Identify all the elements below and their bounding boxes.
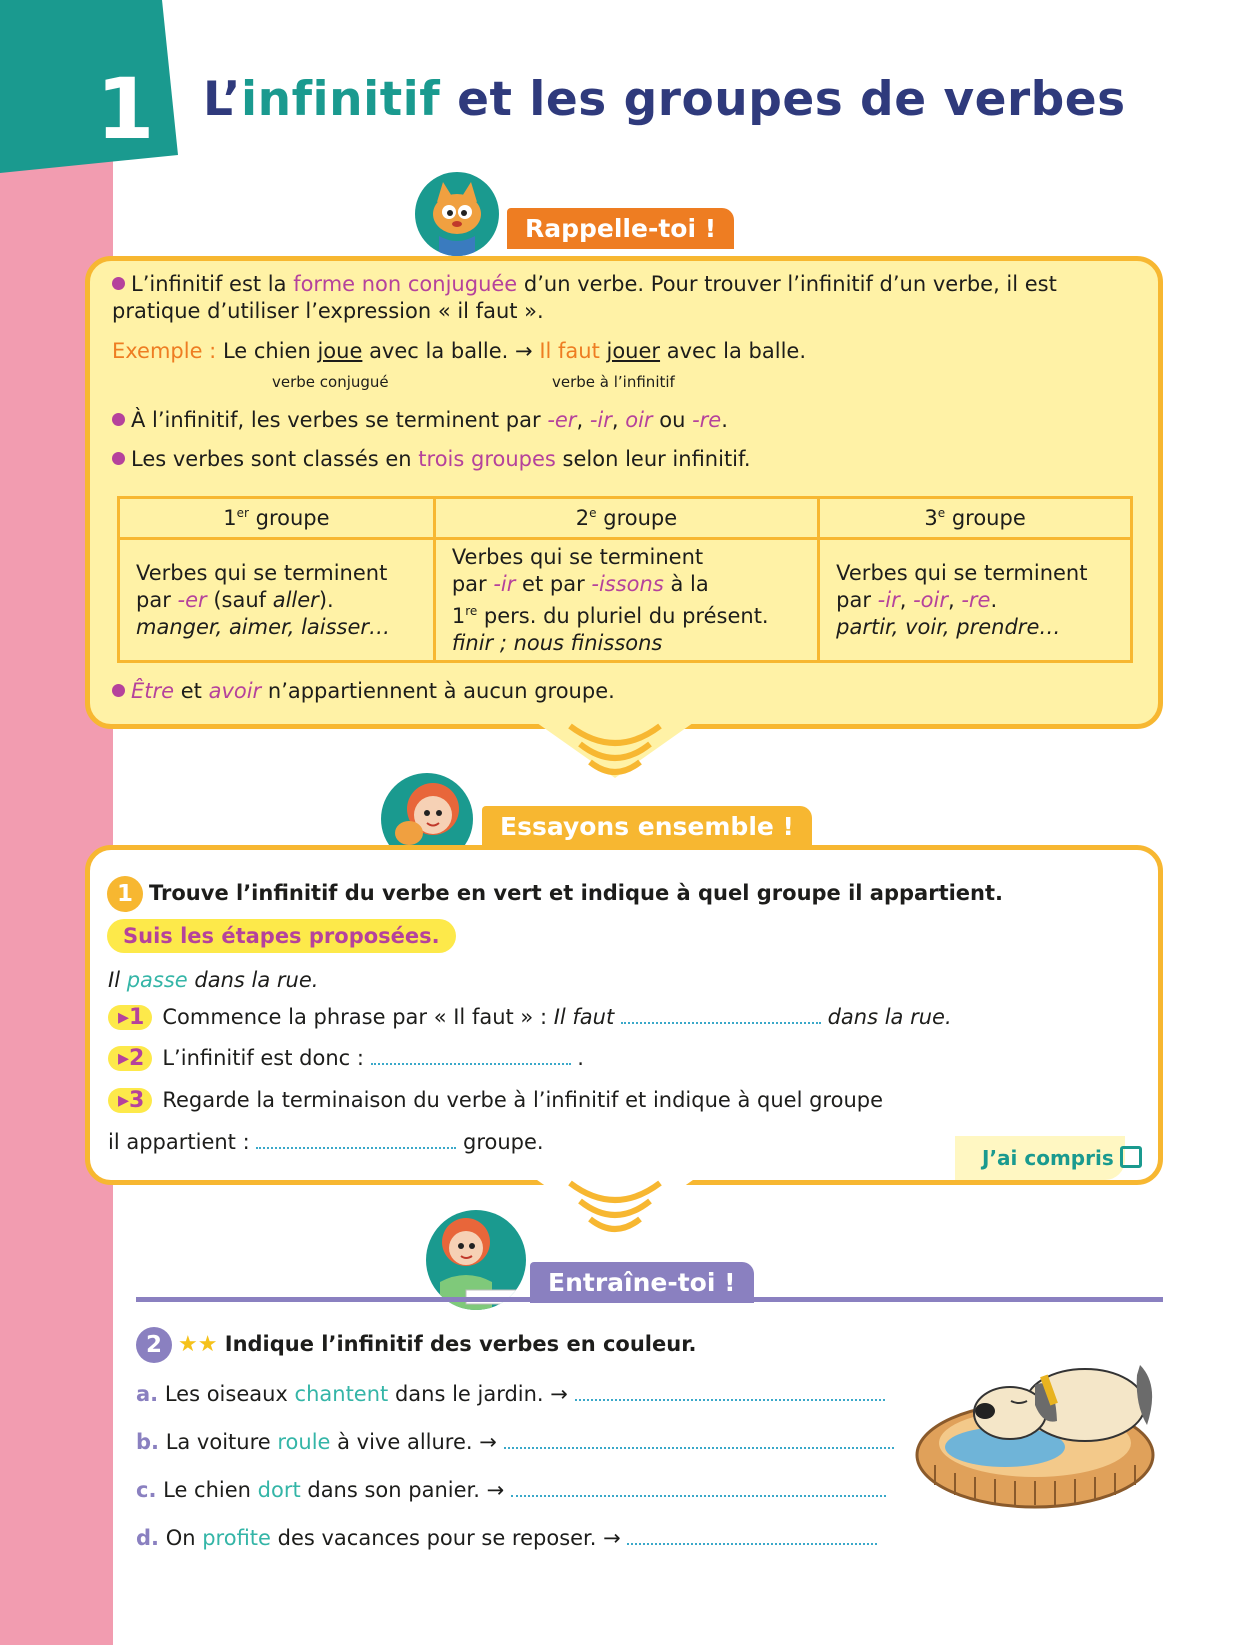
- sup: e: [589, 506, 597, 520]
- il-faut: Il faut: [532, 339, 607, 363]
- exercise-2-instruction: [136, 1327, 697, 1363]
- page-title: [203, 72, 1126, 127]
- text: groupe: [596, 506, 678, 530]
- item-letter: a.: [136, 1382, 159, 1406]
- text: à vive allure.: [330, 1430, 480, 1454]
- table-header-1: [119, 498, 435, 539]
- text: ou: [652, 408, 693, 432]
- item-letter: b.: [136, 1430, 160, 1454]
- cell-line: [452, 598, 801, 630]
- arrow-icon: →: [479, 1430, 497, 1454]
- text: Verbes qui se terminent: [451, 544, 704, 569]
- text: Verbes qui se terminent: [836, 560, 1088, 585]
- text: avec la balle.: [362, 339, 516, 363]
- bullet-icon: [112, 684, 125, 697]
- note-verbe-infinitif: verbe à l’infinitif: [552, 373, 675, 391]
- text: L’infinitif est donc :: [162, 1046, 371, 1070]
- text: Les oiseaux: [158, 1382, 295, 1406]
- step-number: ▸3: [108, 1088, 152, 1113]
- rappel-paragraph-1: [112, 272, 1057, 296]
- girl-writing-avatar: [426, 1210, 526, 1310]
- step-1: [108, 1005, 952, 1030]
- cat-avatar: [415, 172, 499, 256]
- text: On: [159, 1526, 203, 1550]
- text: ,: [576, 408, 590, 432]
- exercise-1-instruction: [107, 876, 1003, 912]
- step-number: ▸2: [108, 1046, 152, 1071]
- step-3-cont: [108, 1130, 544, 1154]
- entraine-toi-tag: Entraîne-toi !: [530, 1262, 754, 1303]
- verb-colored: profite: [202, 1526, 271, 1550]
- text: Il: [108, 968, 127, 992]
- table-header-3: [819, 498, 1132, 539]
- text: dans la rue.: [187, 968, 319, 992]
- groups-table: [117, 496, 1133, 663]
- text: selon leur infinitif.: [555, 447, 751, 471]
- arrow-icon: →: [603, 1526, 621, 1550]
- table-cell-3: [819, 539, 1132, 662]
- text: à la: [663, 571, 709, 596]
- note-verbe-conjugue: verbe conjugué: [272, 373, 389, 391]
- text: par: [836, 587, 878, 612]
- rappel-paragraph-4: [112, 679, 615, 703]
- text: ,: [611, 408, 626, 432]
- sup: er: [236, 506, 249, 520]
- cell-line: [452, 571, 801, 598]
- title-part1: L’: [203, 72, 241, 127]
- sleeping-dog-illustration: [915, 1345, 1165, 1515]
- verb-colored: chantent: [294, 1382, 389, 1406]
- rappel-paragraph-3: [112, 447, 751, 471]
- rappel-paragraph-1-cont: pratique d’utiliser l’expression « il faut ».: [112, 299, 544, 323]
- example-sentence: [108, 968, 318, 992]
- sup: e: [937, 506, 946, 520]
- exercise-number: 2: [136, 1327, 172, 1363]
- exercise-item-b: [136, 1430, 894, 1454]
- checkbox-icon[interactable]: [1120, 1146, 1142, 1168]
- arrow-icon: →: [550, 1382, 568, 1406]
- rappelle-toi-tag: Rappelle-toi !: [507, 208, 734, 249]
- text: Verbes qui se terminent: [136, 560, 388, 585]
- answer-blank[interactable]: [371, 1063, 571, 1065]
- bullet-icon: [112, 452, 125, 465]
- ending: -ir: [589, 408, 612, 432]
- star-icon: ★★: [178, 1332, 218, 1357]
- answer-blank[interactable]: [627, 1543, 877, 1545]
- ending: -ir: [493, 571, 516, 596]
- text: Les verbes sont classés en: [131, 447, 419, 471]
- text: groupe: [945, 506, 1026, 530]
- example-label: Exemple :: [112, 339, 217, 363]
- example-line: [112, 339, 806, 363]
- highlight: forme non conjuguée: [293, 272, 518, 296]
- ending: -ir: [877, 587, 900, 612]
- answer-blank[interactable]: [621, 1022, 821, 1024]
- verb-conjugated: joue: [317, 339, 363, 363]
- text: ).: [318, 587, 334, 612]
- text: Trouve l’infinitif du verbe en vert et indique à quel groupe il appartient.: [149, 881, 1004, 905]
- text: Le chien: [216, 339, 318, 363]
- answer-blank[interactable]: [504, 1447, 894, 1449]
- text: dans le jardin.: [388, 1382, 551, 1406]
- chevron-down-icon: [530, 718, 700, 790]
- text: groupe.: [456, 1130, 544, 1154]
- sup: re: [465, 603, 478, 618]
- text: il appartient :: [108, 1130, 257, 1154]
- table-cell-1: [119, 539, 435, 662]
- exercise-number: 1: [107, 876, 143, 912]
- text: L’infinitif est la: [131, 272, 294, 296]
- examples: manger, aimer, laisser…: [136, 614, 391, 639]
- chevron-down-icon: [530, 1175, 700, 1247]
- verb-infinitive: jouer: [606, 339, 661, 363]
- cell-line: [136, 587, 417, 614]
- examples: finir ; nous finissons: [451, 630, 663, 655]
- text: 2: [575, 506, 590, 530]
- text: .: [721, 408, 728, 432]
- item-letter: d.: [136, 1526, 160, 1550]
- text: par: [136, 587, 178, 612]
- answer-blank[interactable]: [575, 1399, 885, 1401]
- ending: -oir: [913, 587, 948, 612]
- arrow-icon: →: [486, 1478, 505, 1502]
- steps-hint: Suis les étapes proposées.: [107, 919, 456, 953]
- jai-compris-checkbox[interactable]: [955, 1136, 1125, 1180]
- text: par: [451, 571, 494, 596]
- essayons-tag: Essayons ensemble !: [482, 806, 812, 847]
- arrow-icon: →: [515, 339, 533, 363]
- answer-blank[interactable]: [511, 1495, 886, 1497]
- text: dans son panier.: [300, 1478, 487, 1502]
- text: et par: [515, 571, 592, 596]
- text: ,: [947, 587, 962, 612]
- text: La voiture: [159, 1430, 278, 1454]
- exercise-item-d: [136, 1526, 877, 1550]
- examples: partir, voir, prendre…: [836, 614, 1061, 639]
- table-header-2: [434, 498, 818, 539]
- text: J’ai compris: [982, 1146, 1114, 1170]
- bullet-icon: [112, 277, 125, 290]
- text: et: [174, 679, 209, 703]
- rappel-paragraph-2: [112, 408, 728, 432]
- text: Regarde la terminaison du verbe à l’infinitif et indique à quel groupe: [162, 1088, 884, 1112]
- text: des vacances pour se reposer.: [270, 1526, 604, 1550]
- text: (sauf: [206, 587, 273, 612]
- text: .: [570, 1046, 584, 1070]
- text: 3: [924, 506, 938, 530]
- text: aller: [272, 587, 319, 612]
- text: .: [990, 587, 998, 612]
- exercise-item-a: [136, 1382, 885, 1406]
- highlight: trois groupes: [418, 447, 556, 471]
- item-letter: c.: [136, 1478, 157, 1502]
- text: Commence la phrase par « Il faut » :: [162, 1005, 554, 1029]
- text: À l’infinitif, les verbes se terminent par: [131, 408, 548, 432]
- highlight: avoir: [208, 679, 262, 703]
- text: Le chien: [156, 1478, 258, 1502]
- section-separator: [136, 1297, 1163, 1302]
- text: 3: [129, 1088, 145, 1113]
- ending: -er: [547, 408, 577, 432]
- title-highlight: infinitif: [241, 72, 441, 127]
- chapter-number: 1: [96, 60, 155, 158]
- text: 1: [129, 1005, 145, 1030]
- verb-colored: roule: [277, 1430, 331, 1454]
- title-part2: et les groupes de verbes: [440, 72, 1126, 127]
- step-3: [108, 1088, 883, 1113]
- text: n’appartiennent à aucun groupe.: [261, 679, 615, 703]
- ending: -re: [692, 408, 722, 432]
- text: 2: [129, 1046, 145, 1071]
- text: avec la balle.: [660, 339, 807, 363]
- text: dans la rue.: [820, 1005, 952, 1029]
- text: 1: [451, 603, 466, 628]
- ending: -er: [177, 587, 207, 612]
- verb-colored: dort: [257, 1478, 301, 1502]
- step-2: [108, 1046, 584, 1071]
- text: d’un verbe. Pour trouver l’infinitif d’un verbe, il est: [517, 272, 1057, 296]
- text: Indique l’infinitif des verbes en couleur.: [224, 1332, 697, 1356]
- page-margin-band: [0, 0, 113, 1645]
- highlight: Être: [131, 679, 175, 703]
- ending: oir: [625, 408, 653, 432]
- exercise-item-c: [136, 1478, 886, 1502]
- ending: -re: [961, 587, 991, 612]
- ending: -issons: [591, 571, 664, 596]
- text: 1: [223, 506, 237, 530]
- bullet-icon: [112, 413, 125, 426]
- cell-line: [836, 587, 1114, 614]
- answer-blank[interactable]: [256, 1147, 456, 1149]
- step-number: ▸1: [108, 1005, 152, 1030]
- text: Il faut: [553, 1005, 615, 1029]
- verb-green: passe: [126, 968, 188, 992]
- text: groupe: [248, 506, 330, 530]
- text: pers. du pluriel du présent.: [477, 603, 769, 628]
- text: ,: [899, 587, 914, 612]
- table-cell-2: [434, 539, 818, 662]
